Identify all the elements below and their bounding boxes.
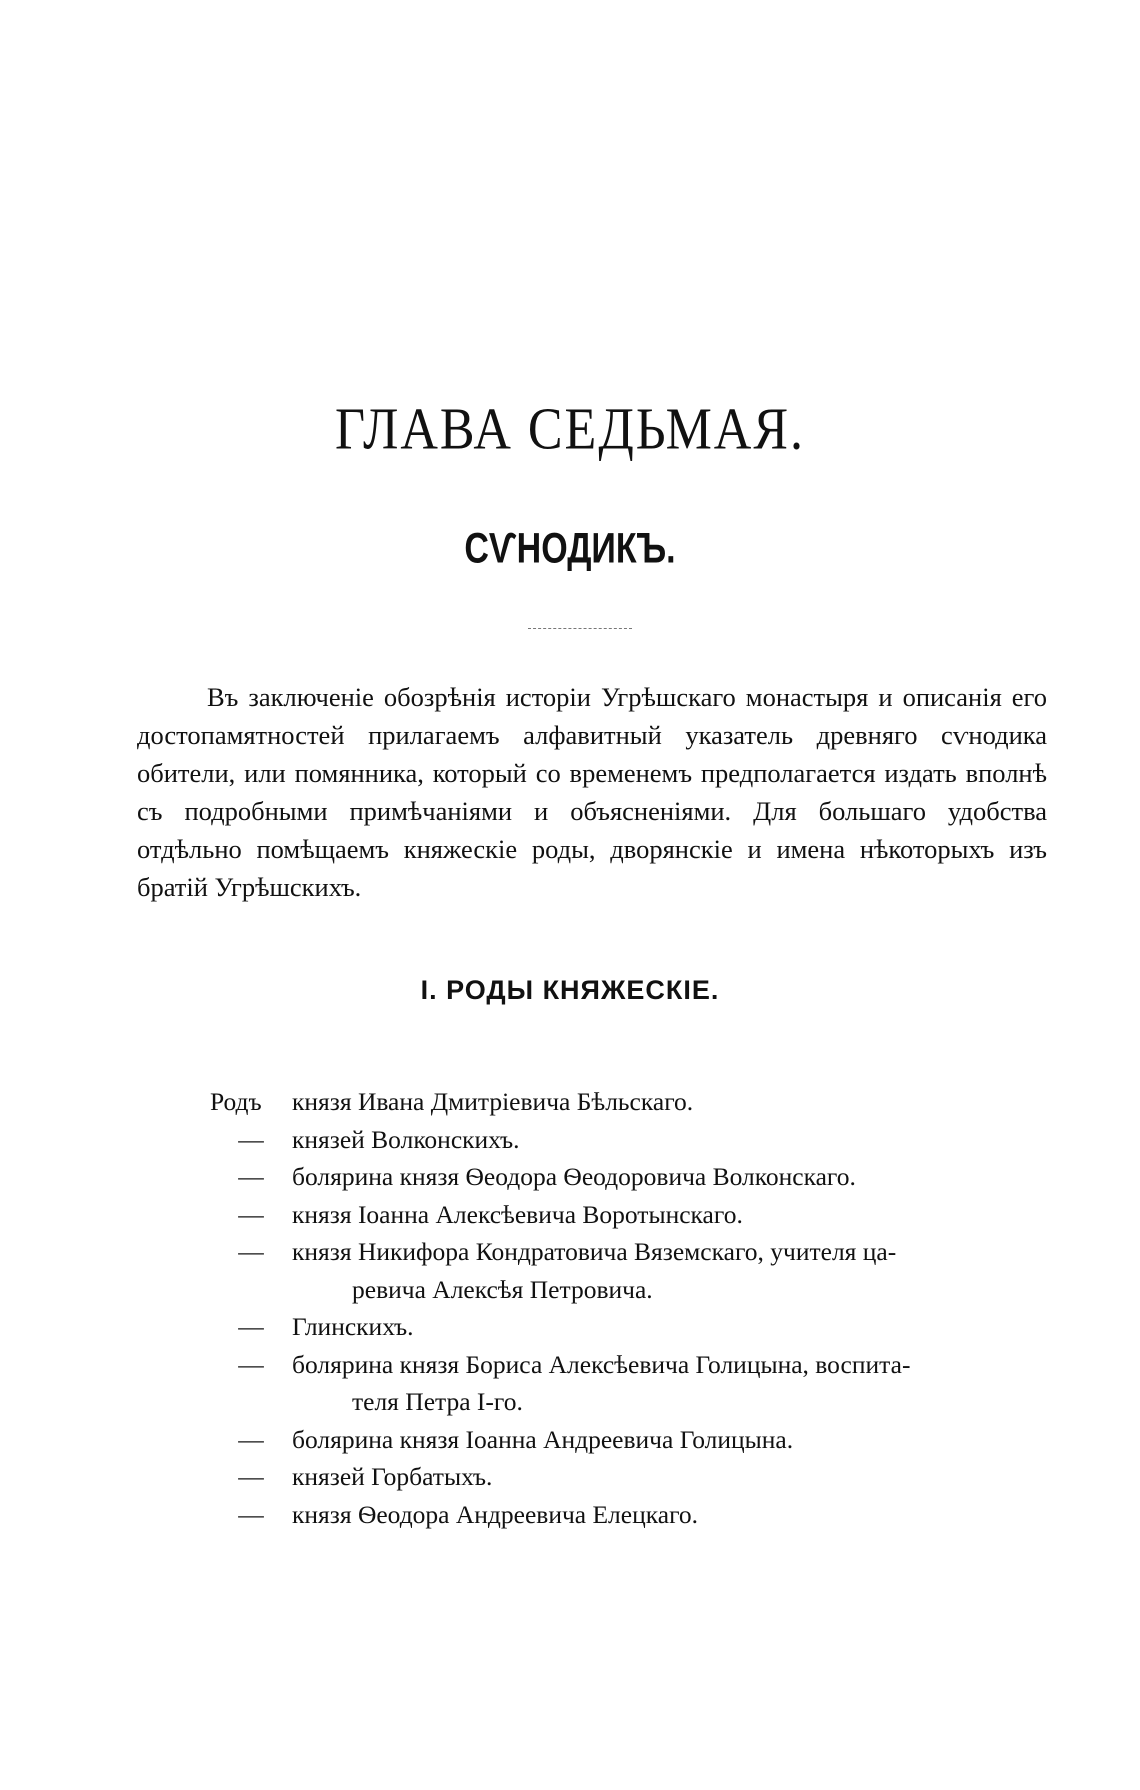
entry-text: Глинскихъ. <box>292 1312 414 1341</box>
list-item <box>210 1346 1050 1421</box>
entry-dash: — <box>238 1499 264 1529</box>
entry-continuation: теля Петра І-го. <box>352 1387 523 1416</box>
entry-text: князя Ивана Дмитріевича Бѣльскаго. <box>292 1087 694 1116</box>
entry-dash: — <box>238 1199 264 1229</box>
chapter-subtitle: СѴНОДИКЪ. <box>464 525 676 573</box>
entry-text: князя Ѳеодора Андреевича Елецкаго. <box>292 1499 699 1529</box>
entry-dash: — <box>238 1312 264 1341</box>
entries-list <box>210 1083 1050 1533</box>
entry-text: болярина князя Ѳеодора Ѳеодоровича Волконскаго. <box>292 1162 856 1191</box>
entry-dash: — <box>238 1462 264 1491</box>
entry-dash: — <box>238 1162 264 1191</box>
list-item <box>210 1196 1050 1234</box>
list-item <box>210 1308 1050 1346</box>
entry-prefix: Родъ <box>210 1087 262 1116</box>
entry-text: болярина князя Іоанна Андреевича Голицына. <box>292 1424 794 1454</box>
list-item <box>210 1158 1050 1196</box>
entry-text: князей Волконскихъ. <box>292 1124 520 1154</box>
list-item <box>210 1421 1050 1459</box>
entry-continuation: ревича Алексѣя Петровича. <box>352 1274 653 1304</box>
divider <box>528 628 632 629</box>
entry-text: князя Іоанна Алексѣевича Воротынскаго. <box>292 1199 743 1229</box>
list-item <box>210 1233 1050 1308</box>
entry-dash: — <box>238 1349 264 1379</box>
entry-dash: — <box>238 1424 264 1454</box>
entry-dash: — <box>238 1124 264 1154</box>
entry-text: болярина князя Бориса Алексѣевича Голицына, воспита- <box>292 1349 911 1379</box>
section-heading: I. РОДЫ КНЯЖЕСКІЕ. <box>420 975 720 1005</box>
chapter-title: ГЛАВА СЕДЬМАЯ. <box>334 396 806 463</box>
intro-paragraph: Въ заключеніе обозрѣнія исторіи Угрѣшскаго монастыря и описанія его достопамятностей прилагаемъ алфавитный указатель древняго сѵнодика обители, или помянника, который со временемъ предполагается издать вполнѣ съ подробными примѣчаніями и объясненіями. Для большаго удобства отдѣльно помѣщаемъ княжескіе роды, дворянскіе и имена нѣкоторыхъ изъ братій Угрѣшскихъ. <box>137 682 1047 902</box>
list-item <box>210 1496 1050 1534</box>
entry-text: князя Никифора Кондратовича Вяземскаго, учителя ца- <box>292 1237 897 1266</box>
list-item <box>210 1083 1050 1121</box>
list-item <box>210 1121 1050 1159</box>
entry-dash: — <box>238 1237 264 1266</box>
list-item <box>210 1458 1050 1496</box>
entry-text: князей Горбатыхъ. <box>292 1462 493 1491</box>
